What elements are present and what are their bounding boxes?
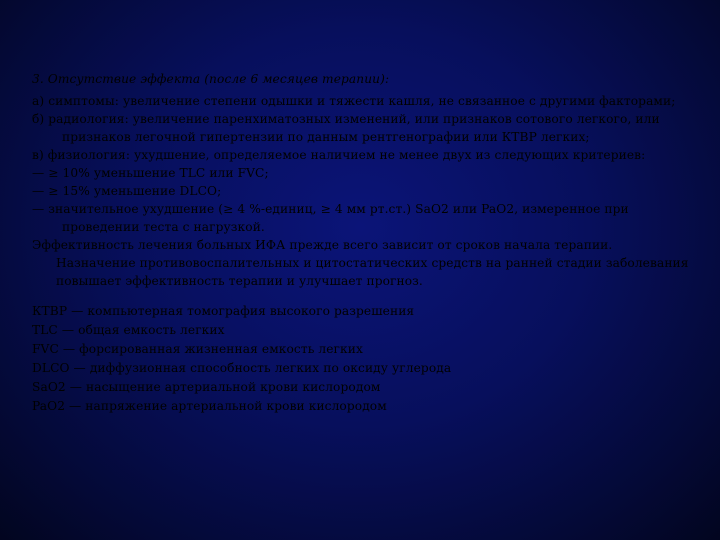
abbreviation-item: FVC — форсированная жизненная емкость легких: [32, 342, 363, 356]
abbreviation-item: DLCO — диффузионная способность легких по оксиду углерода: [32, 361, 452, 375]
criterion-tlc-fvc: — ≥ 10% уменьшение TLC или FVC;: [32, 166, 269, 180]
criterion-oxygen: — значительное ухудшение (≥ 4 %-единиц, ≥ 4 мм рт.ст.) SaO2 или PaO2, измеренное при проведении теста с нагрузкой.: [32, 202, 629, 234]
criterion-dlco: — ≥ 15% уменьшение DLCO;: [32, 184, 222, 198]
abbreviation-item: TLC — общая емкость легких: [32, 323, 225, 337]
criterion-physiology: в) физиология: ухудшение, определяемое наличием не менее двух из следующих критериев:: [32, 148, 646, 162]
spacer: [32, 290, 692, 302]
slide-content: [32, 70, 692, 416]
abbreviation-item: SaO2 — насыщение артериальной крови кислородом: [32, 380, 381, 394]
section-heading: 3. Отсутствие эффекта (после 6 месяцев терапии):: [32, 72, 390, 86]
abbreviation-list: [32, 302, 692, 416]
abbreviation-item: КТВР — компьютерная томография высокого разрешения: [32, 304, 415, 318]
abbreviation-item: PaO2 — напряжение артериальной крови кислородом: [32, 399, 387, 413]
conclusion-text: Эффективность лечения больных ИФА прежде всего зависит от сроков начала терапии. Назначение противовоспалительных и цитостатических средств на ранней стадии заболевания повышает эффективность терапии и улучшает прогноз.: [32, 238, 689, 288]
criterion-radiology: б) радиология: увеличение паренхиматозных изменений, или признаков сотового легкого, или признаков легочной гипертензии по данным рентгенографии или КТВР легких;: [32, 112, 660, 144]
criterion-symptoms: а) симптомы: увеличение степени одышки и тяжести кашля, не связанное с другими факторами;: [32, 94, 676, 108]
